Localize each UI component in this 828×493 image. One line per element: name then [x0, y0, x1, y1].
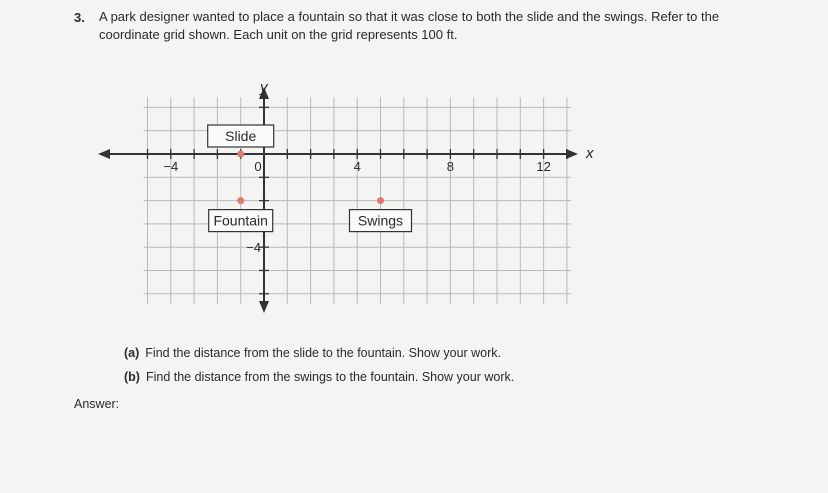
part-b [124, 370, 514, 384]
fountain-label: Fountain [213, 212, 268, 229]
swings-label: Swings [357, 212, 404, 229]
slide-point [237, 151, 244, 158]
part-b-label: (b) [124, 370, 140, 384]
question-text-line-2: coordinate grid shown. Each unit on the grid represents 100 ft. [99, 27, 458, 42]
answer-label: Answer: [74, 397, 120, 411]
y-axis-arrow-down [259, 301, 269, 313]
tick-label-x-12: 12 [536, 159, 551, 174]
tick-label-x-8: 8 [446, 159, 455, 174]
point-swings [350, 197, 412, 232]
tick-label-x-neg4: −4 [163, 159, 179, 174]
tick-label-x-4: 4 [353, 159, 361, 174]
question-number: 3. [74, 10, 85, 25]
x-axis-arrow-right [566, 149, 578, 159]
part-a [124, 346, 501, 360]
y-axis-label: y [260, 79, 268, 96]
question-text-line-1: A park designer wanted to place a fountain so that it was close to both the slide and the swings. Refer to the [99, 9, 720, 24]
tick-label-y-neg4: −4 [246, 240, 261, 256]
x-axis-label: x [586, 145, 594, 162]
fountain-point [237, 197, 244, 204]
slide-label: Slide [225, 128, 257, 144]
part-b-text: Find the distance from the swings to the fountain. Show your work. [145, 370, 515, 384]
swings-point [377, 197, 384, 204]
part-a-text: Find the distance from the slide to the fountain. Show your work. [145, 346, 502, 360]
x-axis-arrow-left [98, 149, 110, 159]
tick-label-origin: 0 [254, 159, 262, 174]
part-a-label: (a) [124, 346, 140, 360]
